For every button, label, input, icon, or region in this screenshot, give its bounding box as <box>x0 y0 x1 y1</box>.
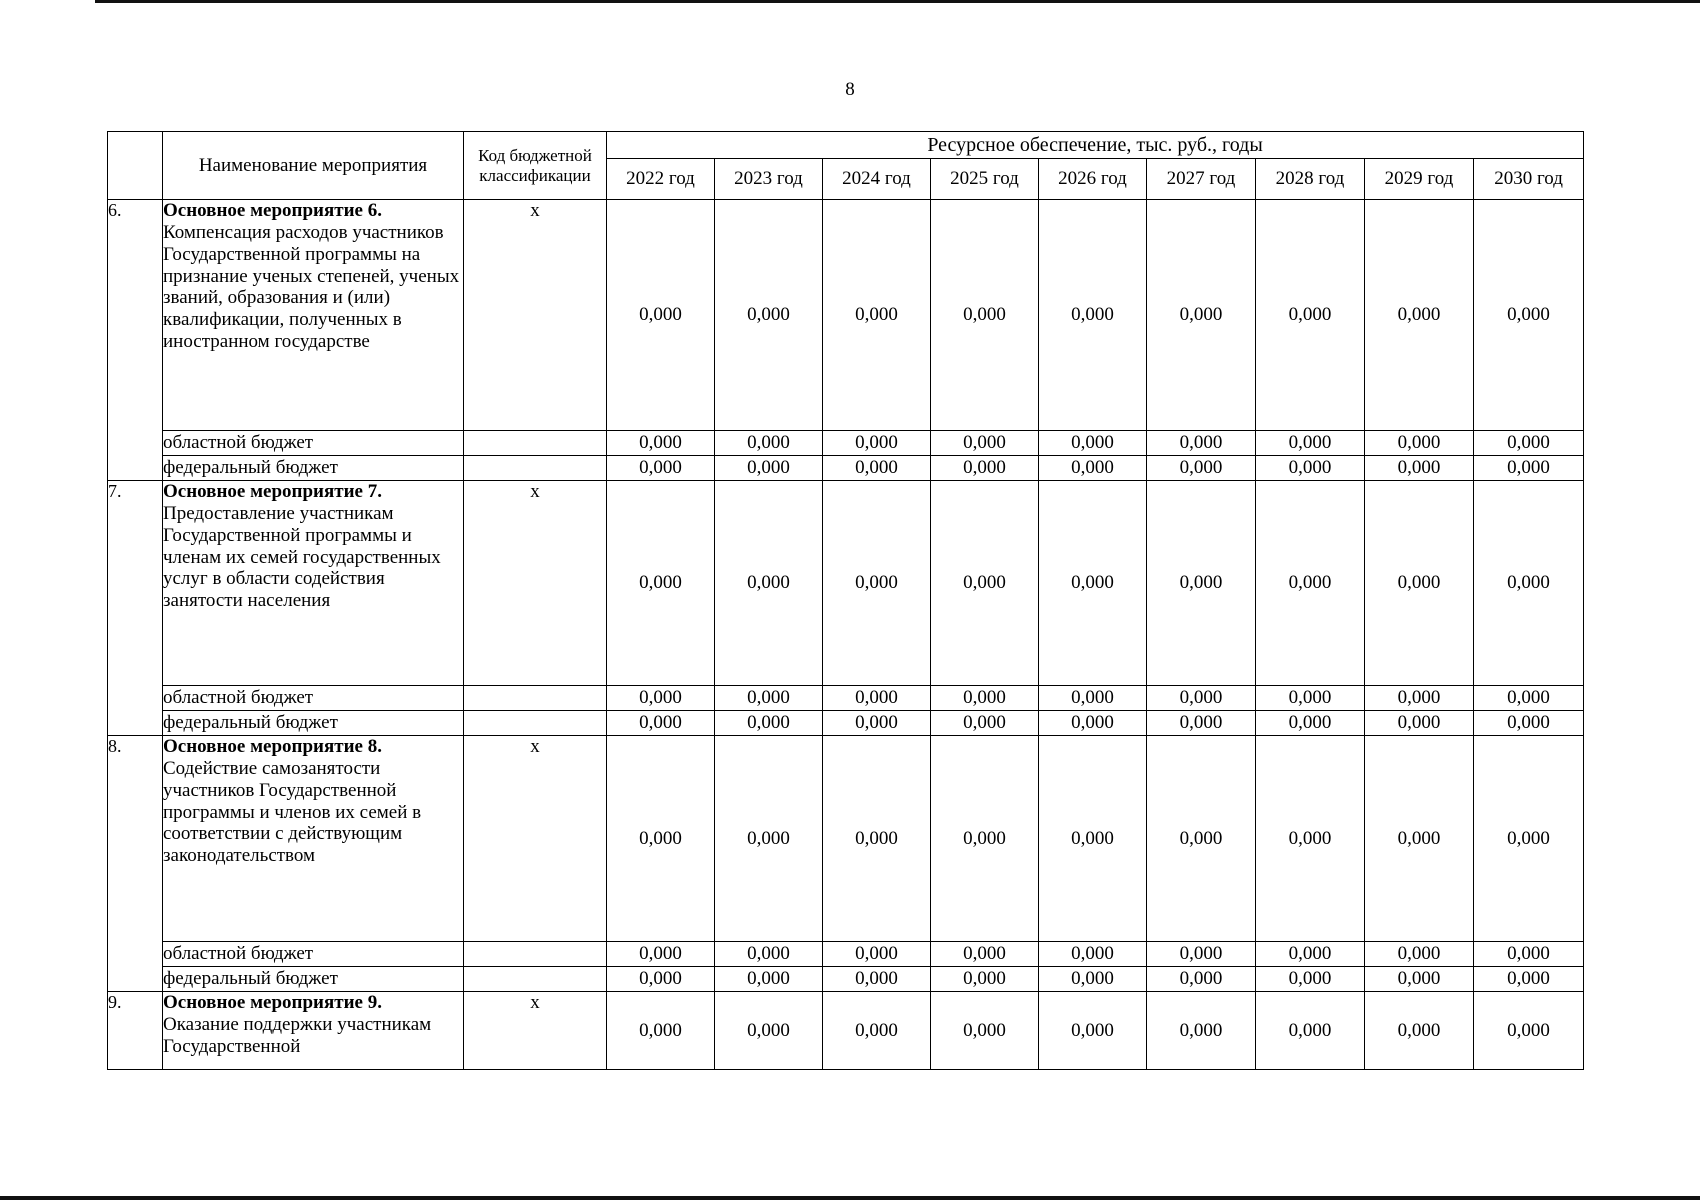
row-name-cell <box>163 736 464 942</box>
header-row-1 <box>108 132 1584 159</box>
header-year: 2023 год <box>715 159 823 200</box>
value-cell: 0,000 <box>1474 686 1584 711</box>
value-cell: 0,000 <box>823 456 931 481</box>
row-title: Основное мероприятие 6. <box>163 200 382 221</box>
value-cell: 0,000 <box>1039 736 1147 942</box>
value-cell: 0,000 <box>1256 686 1365 711</box>
row-name-cell <box>163 992 464 1070</box>
subrow-name: федеральный бюджет <box>163 967 464 992</box>
value-cell: 0,000 <box>1039 686 1147 711</box>
value-cell: 0,000 <box>607 736 715 942</box>
value-cell: 0,000 <box>1365 200 1474 431</box>
value-cell: 0,000 <box>823 992 931 1070</box>
value-cell: 0,000 <box>1256 942 1365 967</box>
value-cell: 0,000 <box>823 711 931 736</box>
value-cell: 0,000 <box>607 431 715 456</box>
subrow-code <box>464 456 607 481</box>
value-cell: 0,000 <box>1256 481 1365 686</box>
value-cell: 0,000 <box>715 200 823 431</box>
value-cell: 0,000 <box>931 736 1039 942</box>
table-row-main <box>108 200 1584 431</box>
value-cell: 0,000 <box>1474 736 1584 942</box>
value-cell: 0,000 <box>1147 967 1256 992</box>
row-name-cell <box>163 200 464 431</box>
value-cell: 0,000 <box>931 456 1039 481</box>
value-cell: 0,000 <box>1039 942 1147 967</box>
value-cell: 0,000 <box>715 431 823 456</box>
value-cell: 0,000 <box>715 736 823 942</box>
row-title: Основное мероприятие 7. <box>163 481 382 502</box>
value-cell: 0,000 <box>1039 967 1147 992</box>
subrow-code <box>464 431 607 456</box>
header-year: 2025 год <box>931 159 1039 200</box>
value-cell: 0,000 <box>1256 431 1365 456</box>
value-cell: 0,000 <box>931 431 1039 456</box>
value-cell: 0,000 <box>607 686 715 711</box>
value-cell: 0,000 <box>1365 481 1474 686</box>
value-cell: 0,000 <box>1474 481 1584 686</box>
value-cell: 0,000 <box>715 481 823 686</box>
row-index: 7. <box>108 481 163 736</box>
value-cell: 0,000 <box>715 992 823 1070</box>
value-cell: 0,000 <box>1256 456 1365 481</box>
row-description: Содействие самозанятости участников Государственной программы и членов их семей в соответствии с действующим законодательством <box>163 757 422 867</box>
value-cell: 0,000 <box>1147 686 1256 711</box>
value-cell: 0,000 <box>1039 431 1147 456</box>
value-cell: 0,000 <box>823 942 931 967</box>
value-cell: 0,000 <box>1365 456 1474 481</box>
value-cell: 0,000 <box>931 992 1039 1070</box>
subrow-name: федеральный бюджет <box>163 711 464 736</box>
header-code: Код бюджетной классификации <box>464 132 607 200</box>
value-cell: 0,000 <box>1365 967 1474 992</box>
header-name: Наименование мероприятия <box>163 132 464 200</box>
budget-table <box>107 131 1584 1070</box>
value-cell: 0,000 <box>1039 481 1147 686</box>
value-cell: 0,000 <box>607 200 715 431</box>
row-index: 9. <box>108 992 163 1070</box>
row-index: 8. <box>108 736 163 992</box>
table-row-main <box>108 736 1584 942</box>
value-cell: 0,000 <box>1474 200 1584 431</box>
value-cell: 0,000 <box>607 456 715 481</box>
value-cell: 0,000 <box>931 967 1039 992</box>
value-cell: 0,000 <box>715 456 823 481</box>
row-code: х <box>464 200 607 431</box>
row-description: Предоставление участникам Государственной программы и членам их семей государственных услуг в области содействия занятости населения <box>163 502 441 612</box>
header-year: 2022 год <box>607 159 715 200</box>
value-cell: 0,000 <box>715 942 823 967</box>
value-cell: 0,000 <box>1039 711 1147 736</box>
value-cell: 0,000 <box>823 686 931 711</box>
subrow-name: областной бюджет <box>163 431 464 456</box>
header-year: 2026 год <box>1039 159 1147 200</box>
table-row-sub <box>108 711 1584 736</box>
value-cell: 0,000 <box>1039 200 1147 431</box>
value-cell: 0,000 <box>1365 431 1474 456</box>
value-cell: 0,000 <box>823 736 931 942</box>
header-resources: Ресурсное обеспечение, тыс. руб., годы <box>607 132 1584 159</box>
table-row-sub <box>108 967 1584 992</box>
subrow-code <box>464 967 607 992</box>
value-cell: 0,000 <box>1365 942 1474 967</box>
table-row-sub <box>108 456 1584 481</box>
value-cell: 0,000 <box>1474 456 1584 481</box>
header-year: 2028 год <box>1256 159 1365 200</box>
subrow-name: областной бюджет <box>163 686 464 711</box>
subrow-code <box>464 711 607 736</box>
value-cell: 0,000 <box>607 967 715 992</box>
value-cell: 0,000 <box>1474 992 1584 1070</box>
value-cell: 0,000 <box>823 200 931 431</box>
header-year: 2030 год <box>1474 159 1584 200</box>
value-cell: 0,000 <box>1474 711 1584 736</box>
value-cell: 0,000 <box>715 686 823 711</box>
row-code: х <box>464 481 607 686</box>
value-cell: 0,000 <box>715 711 823 736</box>
header-index-cell <box>108 132 163 200</box>
subrow-code <box>464 686 607 711</box>
value-cell: 0,000 <box>1147 481 1256 686</box>
value-cell: 0,000 <box>1256 967 1365 992</box>
table-row-sub <box>108 431 1584 456</box>
value-cell: 0,000 <box>1147 200 1256 431</box>
header-year: 2027 год <box>1147 159 1256 200</box>
value-cell: 0,000 <box>823 967 931 992</box>
value-cell: 0,000 <box>1365 736 1474 942</box>
value-cell: 0,000 <box>1147 736 1256 942</box>
value-cell: 0,000 <box>931 686 1039 711</box>
value-cell: 0,000 <box>715 967 823 992</box>
value-cell: 0,000 <box>1039 992 1147 1070</box>
subrow-name: областной бюджет <box>163 942 464 967</box>
value-cell: 0,000 <box>1147 711 1256 736</box>
value-cell: 0,000 <box>931 711 1039 736</box>
value-cell: 0,000 <box>931 942 1039 967</box>
value-cell: 0,000 <box>823 481 931 686</box>
value-cell: 0,000 <box>607 711 715 736</box>
value-cell: 0,000 <box>1365 711 1474 736</box>
scan-edge-bottom <box>0 1196 1700 1200</box>
value-cell: 0,000 <box>823 431 931 456</box>
header-year: 2029 год <box>1365 159 1474 200</box>
value-cell: 0,000 <box>1365 992 1474 1070</box>
value-cell: 0,000 <box>607 942 715 967</box>
value-cell: 0,000 <box>931 481 1039 686</box>
row-index: 6. <box>108 200 163 481</box>
value-cell: 0,000 <box>1256 992 1365 1070</box>
scan-edge-top <box>95 0 1700 3</box>
header-year: 2024 год <box>823 159 931 200</box>
value-cell: 0,000 <box>1147 992 1256 1070</box>
value-cell: 0,000 <box>607 481 715 686</box>
value-cell: 0,000 <box>1147 456 1256 481</box>
row-title: Основное мероприятие 9. <box>163 992 382 1013</box>
row-code: х <box>464 992 607 1070</box>
page-number: 8 <box>845 79 855 100</box>
table-row-main <box>108 992 1584 1070</box>
row-name-cell <box>163 481 464 686</box>
value-cell: 0,000 <box>1256 200 1365 431</box>
table-row-sub <box>108 942 1584 967</box>
value-cell: 0,000 <box>1256 736 1365 942</box>
value-cell: 0,000 <box>1147 431 1256 456</box>
table-row-main <box>108 481 1584 686</box>
row-description: Оказание поддержки участникам Государственной <box>163 1013 432 1057</box>
row-title: Основное мероприятие 8. <box>163 736 382 757</box>
row-code: х <box>464 736 607 942</box>
value-cell: 0,000 <box>931 200 1039 431</box>
value-cell: 0,000 <box>1365 686 1474 711</box>
row-description: Компенсация расходов участников Государственной программы на признание ученых степеней, ученых званий, образования и (или) квалификации, полученных в иностранном государстве <box>163 221 460 353</box>
value-cell: 0,000 <box>1147 942 1256 967</box>
value-cell: 0,000 <box>1474 431 1584 456</box>
value-cell: 0,000 <box>607 992 715 1070</box>
value-cell: 0,000 <box>1039 456 1147 481</box>
table-row-sub <box>108 686 1584 711</box>
value-cell: 0,000 <box>1256 711 1365 736</box>
value-cell: 0,000 <box>1474 942 1584 967</box>
subrow-code <box>464 942 607 967</box>
value-cell: 0,000 <box>1474 967 1584 992</box>
subrow-name: федеральный бюджет <box>163 456 464 481</box>
